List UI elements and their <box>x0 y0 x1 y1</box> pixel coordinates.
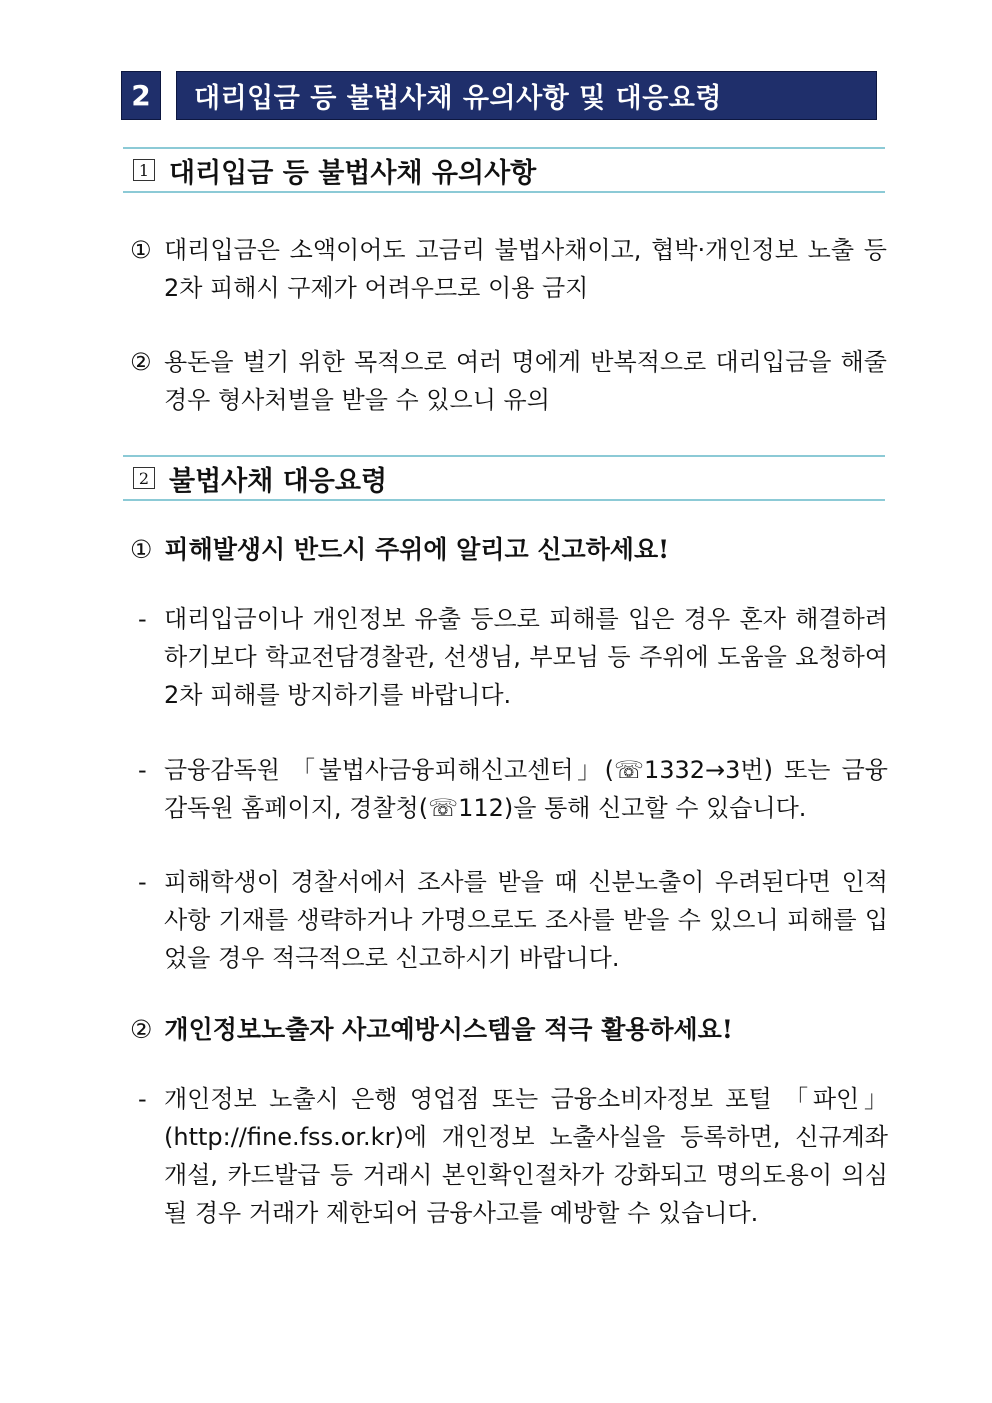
response-item-2 <box>138 751 888 827</box>
caution-item-2 <box>130 343 887 419</box>
point-marker: ② <box>130 1015 153 1044</box>
response-item-3 <box>138 863 888 977</box>
item-text: 용돈을 벌기 위한 목적으로 여러 명에게 반복적으로 대리입금을 해줄 경우 형사처벌을 받을 수 있으니 유의 <box>164 348 887 414</box>
response-item-4 <box>138 1080 888 1232</box>
point1-title: 피해발생시 반드시 주위에 알리고 신고하세요! <box>164 535 670 564</box>
section1-number: 1 <box>133 159 155 181</box>
caution-item-1 <box>130 231 887 307</box>
section-number-box: 2 <box>121 71 161 120</box>
item-marker: ① <box>130 236 152 264</box>
item-text: 대리입금이나 개인정보 유출 등으로 피해를 입은 경우 혼자 해결하려 하기보다 학교전담경찰관, 선생님, 부모님 등 주위에 도움을 요청하여 2차 피해를 방지하기를 바랍니다. <box>164 605 888 709</box>
dash-marker: - <box>138 1085 147 1113</box>
item-marker: ② <box>130 348 152 376</box>
point2-title: 개인정보노출자 사고예방시스템을 적극 활용하세요! <box>164 1015 733 1044</box>
item-text: 개인정보 노출시 은행 영업점 또는 금융소비자정보 포털 「파인」(http://fine.fss.or.kr)에 개인정보 노출사실을 등록하면, 신규계좌 개설, 카드발급 등 거래시 본인확인절차가 강화되고 명의도용이 의심될 경우 거래가 제한되어 금융사고를 예방할 수 있습니다. <box>164 1085 888 1227</box>
section2-heading <box>123 455 885 501</box>
section1-title: 대리입금 등 불법사채 유의사항 <box>169 157 537 189</box>
item-text: 피해학생이 경찰서에서 조사를 받을 때 신분노출이 우려된다면 인적사항 기재를 생략하거나 가명으로도 조사를 받을 수 있으니 피해를 입었을 경우 적극적으로 신고하시기 바랍니다. <box>164 868 888 972</box>
response-item-1 <box>138 600 888 714</box>
dash-marker: - <box>138 868 147 896</box>
page-title: 대리입금 등 불법사채 유의사항 및 대응요령 <box>176 71 877 120</box>
item-text: 금융감독원 「불법사금융피해신고센터」(☏1332→3번) 또는 금융감독원 홈페이지, 경찰청(☏112)을 통해 신고할 수 있습니다. <box>164 756 888 822</box>
dash-marker: - <box>138 605 147 633</box>
dash-marker: - <box>138 756 147 784</box>
section1-heading <box>123 147 885 193</box>
point-marker: ① <box>130 535 153 564</box>
section2-number: 2 <box>133 467 155 489</box>
point1-heading <box>130 531 669 569</box>
item-text: 대리입금은 소액이어도 고금리 불법사채이고, 협박·개인정보 노출 등 2차 피해시 구제가 어려우므로 이용 금지 <box>164 236 887 302</box>
section2-title: 불법사채 대응요령 <box>169 465 388 497</box>
point2-heading <box>130 1011 733 1049</box>
